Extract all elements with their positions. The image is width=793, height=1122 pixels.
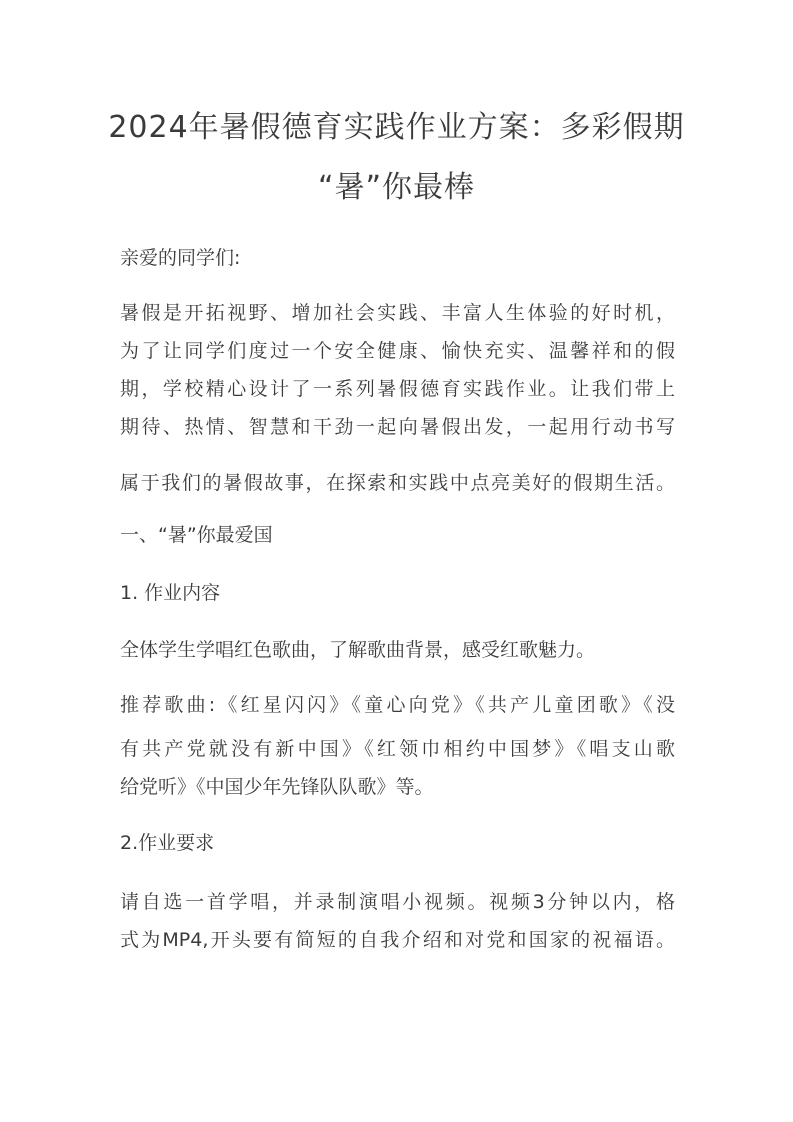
greeting: 亲爱的同学们: <box>120 247 241 269</box>
songs-line-1: 推荐歌曲:《红星闪闪》《童心向党》《共产儿童团歌》《没 <box>120 694 675 716</box>
document-title-line-1: 2024年暑假德育实践作业方案：多彩假期 <box>108 110 685 145</box>
content-heading: 1. 作业内容 <box>120 582 221 604</box>
intro-line-5: 属于我们的暑假故事，在探索和实践中点亮美好的假期生活。 <box>120 472 675 494</box>
intro-line-2: 为了让同学们度过一个安全健康、愉快充实、温馨祥和的假 <box>120 340 675 362</box>
content-text: 全体学生学唱红色歌曲，了解歌曲背景，感受红歌魅力。 <box>120 639 596 661</box>
requirement-line-2: 式为MP4,开头要有简短的自我介绍和对党和国家的祝福语。 <box>120 929 675 951</box>
intro-line-4: 期待、热情、智慧和干劲一起向暑假出发，一起用行动书写 <box>120 416 675 438</box>
section-1-heading: 一、“暑”你最爱国 <box>120 524 273 546</box>
document-title-line-2: “暑”你最棒 <box>317 170 476 205</box>
songs-line-3: 给党听》《中国少年先锋队队歌》等。 <box>120 776 434 798</box>
requirement-heading: 2.作业要求 <box>120 832 215 854</box>
requirement-line-1: 请自选一首学唱，并录制演唱小视频。视频3分钟以内，格 <box>120 891 675 913</box>
songs-line-2: 有共产党就没有新中国》《红领巾相约中国梦》《唱支山歌 <box>120 738 675 760</box>
intro-line-1: 暑假是开拓视野、增加社会实践、丰富人生体验的好时机， <box>120 302 675 324</box>
intro-line-3: 期，学校精心设计了一系列暑假德育实践作业。让我们带上 <box>120 378 675 400</box>
